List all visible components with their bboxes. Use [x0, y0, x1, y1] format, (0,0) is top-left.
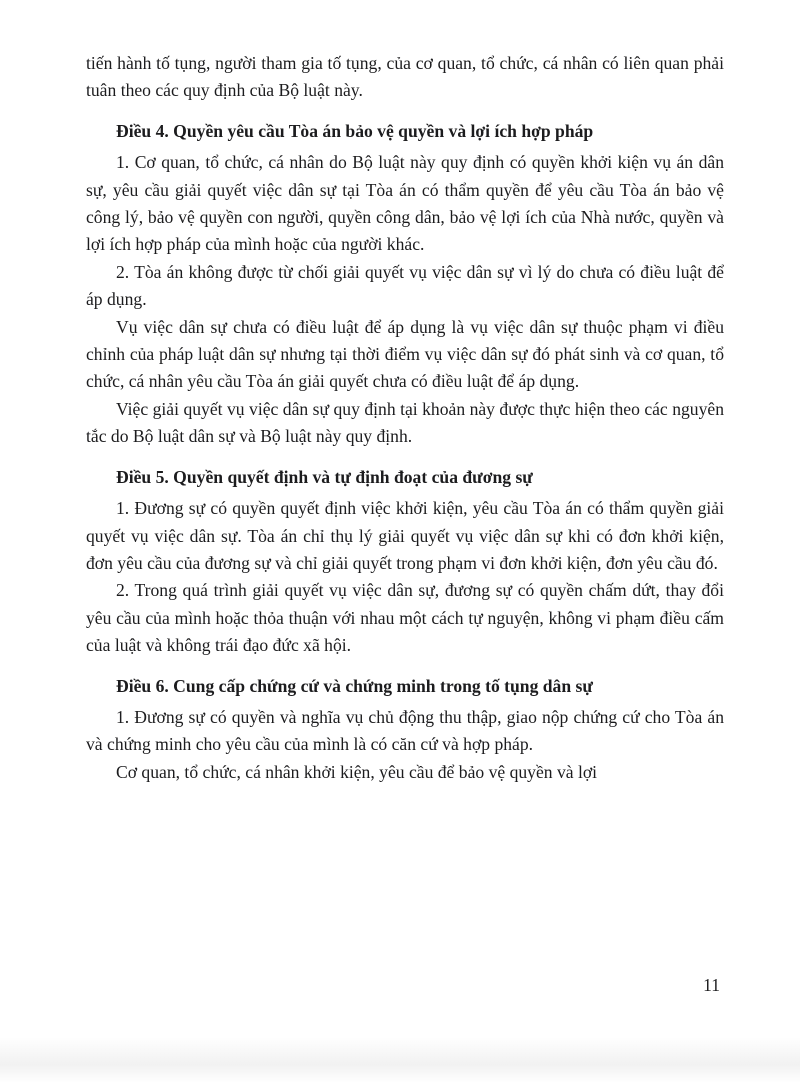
scan-bottom-shadow: [0, 1037, 800, 1083]
paragraph: Vụ việc dân sự chưa có điều luật để áp dụng là vụ việc dân sự thuộc phạm vi điều chỉnh của pháp luật dân sự nhưng tại thời điểm vụ việc dân sự đó phát sinh và cơ quan, tổ chức, cá nhân yêu cầu Tòa án giải quyết chưa có điều luật để áp dụng.: [86, 316, 724, 392]
section-heading: Điều 4. Quyền yêu cầu Tòa án bảo vệ quyền và lợi ích hợp pháp: [116, 120, 594, 141]
paragraph: 1. Đương sự có quyền và nghĩa vụ chủ động thu thập, giao nộp chứng cứ cho Tòa án và chứng minh cho yêu cầu của mình là có căn cứ và hợp pháp.: [86, 706, 724, 755]
paragraph: tiến hành tố tụng, người tham gia tố tụng, của cơ quan, tổ chức, cá nhân có liên quan phải tuân theo các quy định của Bộ luật này.: [86, 53, 724, 101]
page-number: 11: [703, 975, 720, 995]
paragraph: Việc giải quyết vụ việc dân sự quy định tại khoản này được thực hiện theo các nguyên tắc do Bộ luật dân sự và Bộ luật này quy định.: [86, 398, 724, 447]
section-heading: Điều 6. Cung cấp chứng cứ và chứng minh trong tố tụng dân sự: [116, 675, 593, 696]
paragraph: 2. Trong quá trình giải quyết vụ việc dân sự, đương sự có quyền chấm dứt, thay đổi yêu cầu của mình hoặc thỏa thuận với nhau một cách tự nguyện, không vi phạm điều cấm của luật và không trái đạo đức xã hội.: [86, 580, 724, 656]
document-body: [86, 50, 724, 786]
paragraph: 2. Tòa án không được từ chối giải quyết vụ việc dân sự vì lý do chưa có điều luật để áp dụng.: [86, 261, 724, 310]
paragraph: 1. Cơ quan, tổ chức, cá nhân do Bộ luật này quy định có quyền khởi kiện vụ án dân sự, yêu cầu giải quyết việc dân sự tại Tòa án có thẩm quyền để yêu cầu Tòa án bảo vệ công lý, bảo vệ quyền con người, quyền công dân, bảo vệ lợi ích của Nhà nước, quyền và lợi ích hợp pháp của mình hoặc của người khác.: [86, 152, 724, 255]
paragraph: 1. Đương sự có quyền quyết định việc khởi kiện, yêu cầu Tòa án có thẩm quyền giải quyết vụ việc dân sự. Tòa án chỉ thụ lý giải quyết vụ việc dân sự khi có đơn khởi kiện, đơn yêu cầu của đương sự và chỉ giải quyết trong phạm vi đơn khởi kiện, đơn yêu cầu đó.: [86, 498, 724, 573]
section-heading: Điều 5. Quyền quyết định và tự định đoạt của đương sự: [116, 466, 533, 487]
paragraph: Cơ quan, tổ chức, cá nhân khởi kiện, yêu cầu để bảo vệ quyền và lợi: [116, 761, 598, 782]
